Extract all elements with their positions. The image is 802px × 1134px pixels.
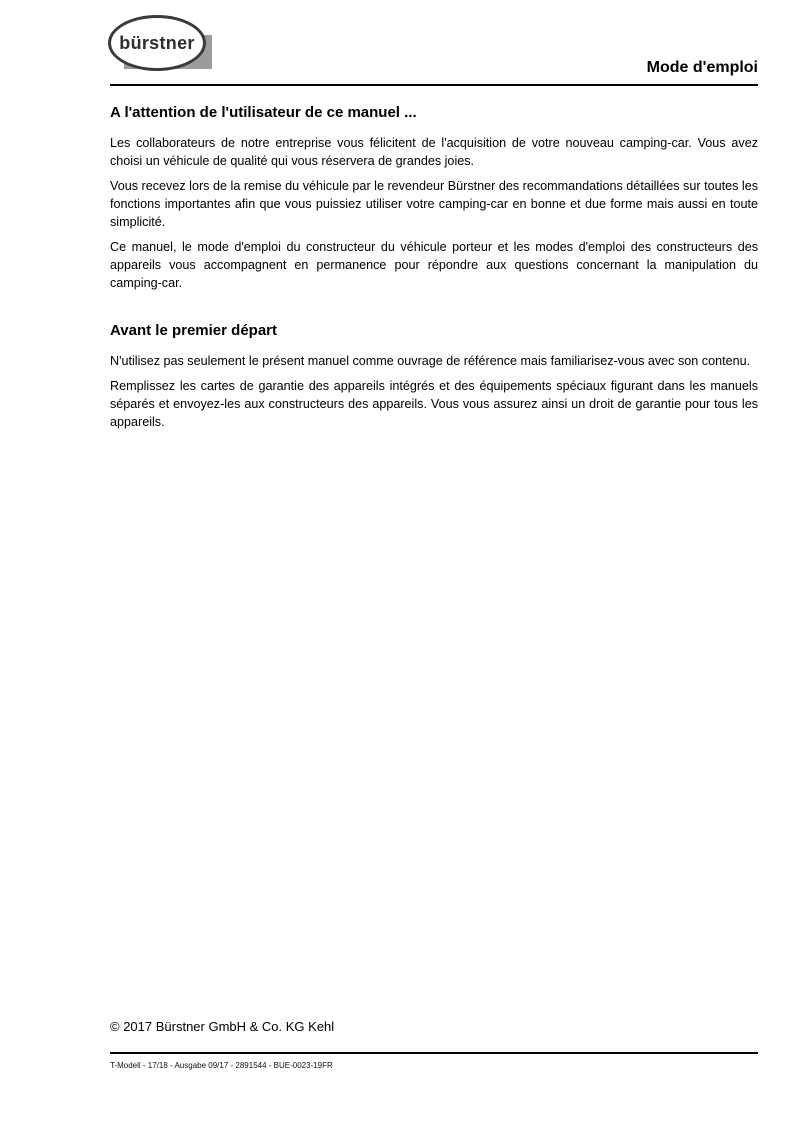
logo-text: bürstner [119, 32, 195, 53]
footer-divider [110, 1052, 758, 1054]
page-title: Mode d'emploi [646, 59, 758, 76]
paragraph: Remplissez les cartes de garantie des appareils intégrés et des équipements spéciaux figurant dans les manuels séparés et envoyez-les aux constructeurs des appareils. Vous vous assurez ainsi un droit de garantie pour tous les appareils. [110, 379, 758, 429]
footer-meta: T-Modell - 17/18 - Ausgabe 09/17 - 2891544 - BUE-0023-19FR [110, 1061, 333, 1070]
copyright: © 2017 Bürstner GmbH & Co. KG Kehl [110, 1019, 335, 1034]
paragraph: Ce manuel, le mode d'emploi du constructeur du véhicule porteur et les modes d'emploi des constructeurs des appareils vous accompagnent en permanence pour répondre aux questions concernant la manipulation du camping-car. [110, 240, 758, 290]
header-divider [110, 84, 758, 86]
burstner-logo [108, 15, 218, 77]
section-intro [110, 104, 758, 292]
paragraph: N'utilisez pas seulement le présent manuel comme ouvrage de référence mais familiarisez-vous avec son contenu. [110, 354, 751, 368]
section-heading: Avant le premier départ [110, 322, 277, 339]
paragraph: Les collaborateurs de notre entreprise vous félicitent de l'acquisition de votre nouveau camping-car. Vous avez choisi un véhicule de qualité qui vous réservera de grandes joies. [110, 136, 758, 168]
content [110, 104, 758, 461]
paragraph: Vous recevez lors de la remise du véhicule par le revendeur Bürstner des recommandations détaillées sur toutes les fonctions importantes afin que vous puissiez utiliser votre camping-car en bonne et due forme mais aussi en toute simplicité. [110, 179, 758, 229]
section-heading: A l'attention de l'utilisateur de ce manuel ... [110, 104, 417, 121]
logo-oval [108, 15, 206, 71]
section-before-first-departure [110, 322, 758, 431]
